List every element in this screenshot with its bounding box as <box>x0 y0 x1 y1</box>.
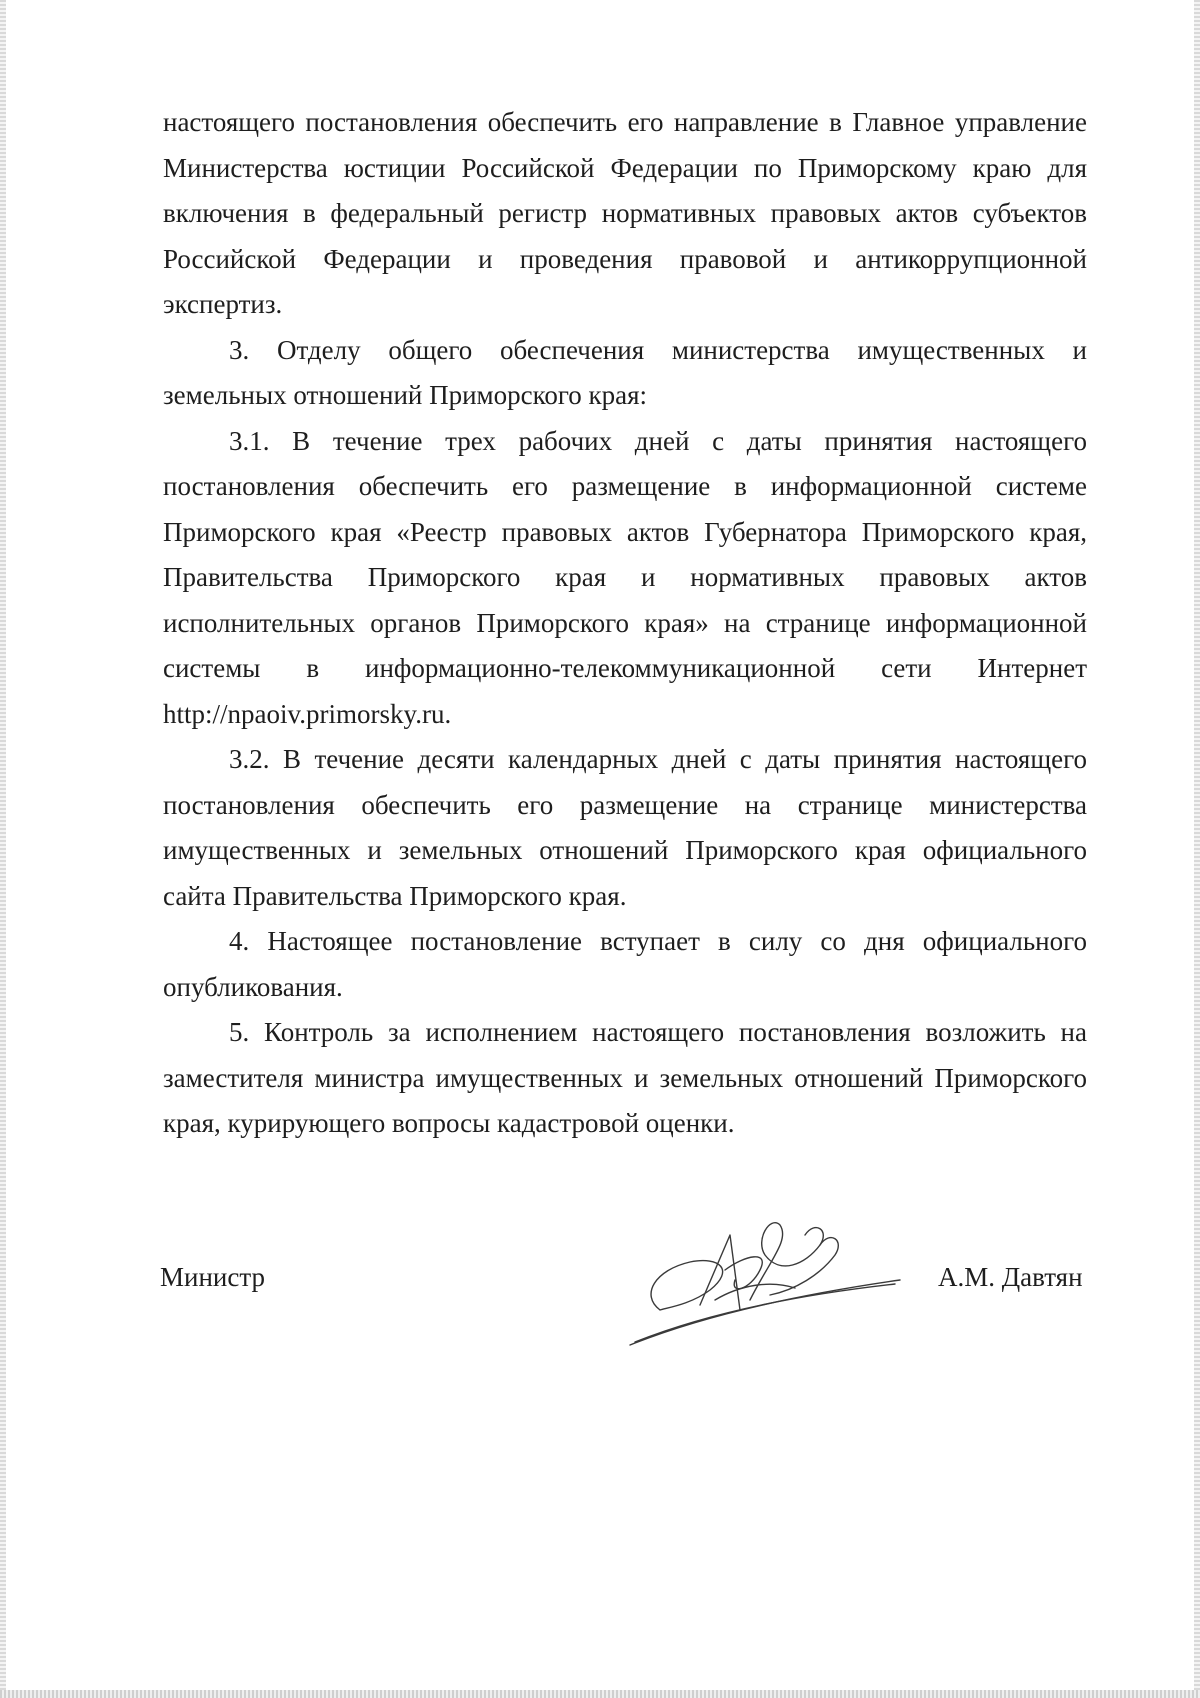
paragraph-item-3: 3. Отделу общего обеспечения министерства имущественных и земельных отношений Приморского края: <box>163 334 1087 410</box>
scan-edge-bottom <box>0 1690 1200 1698</box>
signer-name: А.М. Давтян <box>938 1262 1083 1292</box>
paragraph-item-5: 5. Контроль за исполнением настоящего постановления возложить на заместителя министра имущественных и земельных отношений Приморского края, курирующего вопросы кадастровой оценки. <box>163 1017 1087 1138</box>
scan-edge-right <box>1194 0 1200 1698</box>
paragraph-item-3-2: 3.2. В течение десяти календарных дней с даты принятия настоящего постановления обеспечить его размещение на странице министерства имущественных и земельных отношений Приморского края официального сайта Правительства Приморского края. <box>163 744 1087 911</box>
signer-position: Министр <box>160 1262 265 1292</box>
paragraph-item-4: 4. Настоящее постановление вступает в силу со дня официального опубликования. <box>163 926 1087 1002</box>
paragraph-item-3-1: 3.1. В течение трех рабочих дней с даты принятия настоящего постановления обеспечить его размещение в информационной системе Приморского края «Реестр правовых актов Губернатора Приморского края, Правительства Приморского края и нормативных правовых актов исполнительных органов Приморского края» на странице информационной системы в информационно-телекоммуникационной сети Интернет http://npaoiv.primorsky.ru. <box>163 425 1087 729</box>
paragraph-continuation: настоящего постановления обеспечить его направление в Главное управление Министерства юстиции Российской Федерации по Приморскому краю для включения в федеральный регистр нормативных правовых актов субъектов Российской Федерации и проведения правовой и антикоррупционной экспертиз. <box>163 107 1087 319</box>
signature-block <box>0 1200 1200 1360</box>
scan-edge-left <box>0 0 6 1698</box>
handwritten-signature <box>620 1200 910 1350</box>
document-body <box>163 100 1087 1147</box>
